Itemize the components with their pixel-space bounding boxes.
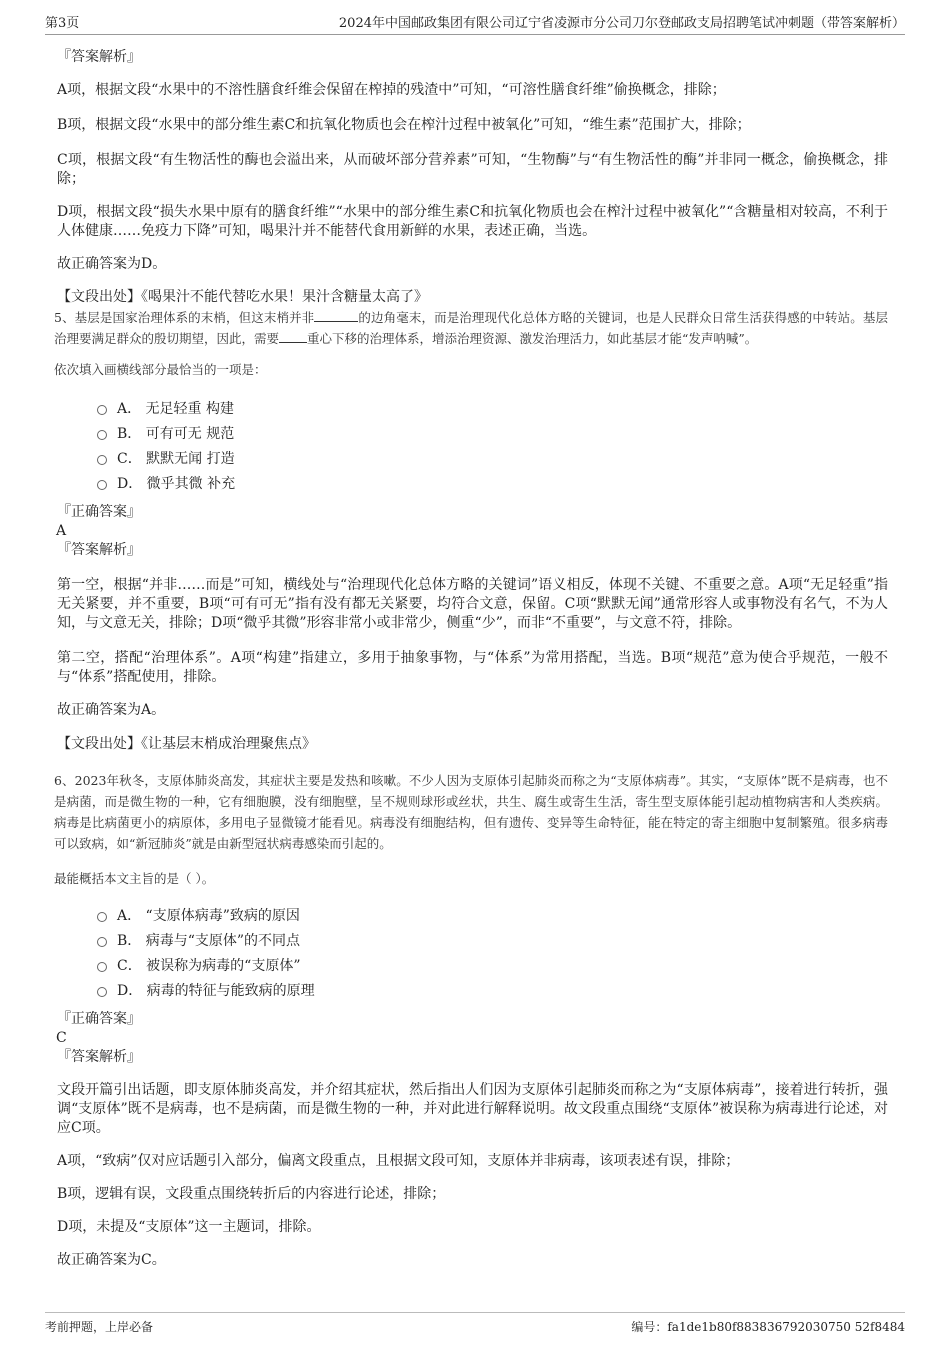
q5-text-part2: 的边角毫末，而是治理现代化总体方略的关键词，也是人民群众日常生活获得感的中转站。基层治理要满足群众的殷切期望，因此，需要 (54, 310, 888, 346)
radio-icon[interactable] (97, 937, 107, 947)
q4-source: 【文段出处】《喝果汁不能代替吃水果！果汁含糖量太高了》 (57, 289, 428, 305)
radio-icon[interactable] (97, 455, 107, 465)
radio-icon[interactable] (97, 405, 107, 415)
q6-analysis-label: 『答案解析』 (57, 1049, 141, 1065)
q6-analysis-d: D项，未提及“支原体”这一主题词，排除。 (57, 1219, 321, 1235)
q6-option-a[interactable]: A． “支原体病毒”致病的原因 (57, 902, 888, 927)
q5-question-text (54, 307, 888, 349)
q6-analysis-b: B项，逻辑有误，文段重点围绕转折后的内容进行论述，排除； (57, 1186, 446, 1202)
q5-source: 【文段出处】《让基层末梢成治理聚焦点》 (57, 736, 316, 752)
q5-text-part1: 5、基层是国家治理体系的末梢，但这末梢并非 (54, 310, 315, 325)
q5-analysis-blank1: 第一空，根据“并非……而是”可知，横线处与“治理现代化总体方略的关键词”语义相反，体现不关键、不重要之意。A项“无足轻重”指无关紧要，并不重要，B项“可有可无”指有没有都无关紧要，均符合文意，保留。C项“默默无闻”通常形容人或事物没有名气，不为人知，与文意无关，排除；D项“微乎其微”形容非常小或非常少，侧重“少”，而非“不重要”，与文意不符，排除。 (57, 577, 888, 631)
q5-blank-2 (279, 330, 307, 343)
document-title: 2024年中国邮政集团有限公司辽宁省凌源市分公司刀尔登邮政支局招聘笔试冲刺题（带答案解析） (338, 16, 905, 31)
q5-analysis-label: 『答案解析』 (57, 542, 141, 558)
page-header (45, 12, 905, 35)
q4-analysis-label: 『答案解析』 (57, 49, 141, 65)
radio-icon[interactable] (97, 962, 107, 972)
radio-icon[interactable] (97, 430, 107, 440)
q5-option-c[interactable]: C． 默默无闻 打造 (57, 445, 888, 470)
q5-blank-1 (314, 309, 358, 322)
page-content (54, 40, 888, 1270)
q6-correct-answer: C (56, 1030, 67, 1046)
radio-icon[interactable] (97, 912, 107, 922)
q4-analysis-b: B项，根据文段“水果中的部分维生素C和抗氧化物质也会在榨汁过程中被氧化”可知，“维生素”范围扩大，排除； (57, 117, 751, 133)
q5-correct-answer: A (56, 523, 67, 539)
q6-analysis-a: A项，“致病”仅对应话题引入部分，偏离文段重点，且根据文段可知，支原体并非病毒，该项表述有误，排除； (57, 1153, 740, 1169)
q5-text-part3: 重心下移的治理体系，增添治理资源、激发治理活力，如此基层才能“发声呐喊”。 (307, 331, 758, 346)
page-number: 第3页 (45, 16, 80, 31)
q5-answer-conclusion: 故正确答案为A。 (57, 702, 166, 718)
q6-option-c[interactable]: C． 被误称为病毒的“支原体” (57, 952, 888, 977)
q5-options (57, 395, 888, 495)
q5-prompt: 依次填入画横线部分最恰当的一项是： (54, 362, 267, 377)
q5-option-d[interactable]: D． 微乎其微 补充 (57, 470, 888, 495)
q6-options (57, 902, 888, 1002)
q6-question-text: 6、2023年秋冬，支原体肺炎高发，其症状主要是发热和咳嗽。不少人因为支原体引起肺炎而称之为“支原体病毒”。其实，“支原体”既不是病毒，也不是病菌，而是微生物的一种，它有细胞膜，没有细胞壁，呈不规则球形或丝状，共生、腐生或寄生生活，寄生型支原体能引起动植物病害和人类疾病。病毒是比病菌更小的病原体，多用电子显微镜才能看见。病毒没有细胞结构，但有遗传、变异等生命特征，能在特定的寄主细胞中复制繁殖。很多病毒可以致病，如“新冠肺炎”就是由新型冠状病毒感染而引起的。 (54, 773, 888, 851)
q5-correct-label: 『正确答案』 (57, 504, 141, 520)
page-footer (45, 1312, 905, 1337)
q6-answer-conclusion: 故正确答案为C。 (57, 1252, 166, 1268)
radio-icon[interactable] (97, 480, 107, 490)
q6-analysis-main: 文段开篇引出话题，即支原体肺炎高发，并介绍其症状，然后指出人们因为支原体引起肺炎而称之为“支原体病毒”，接着进行转折，强调“支原体”既不是病毒，也不是病菌，而是微生物的一种，并对此进行解释说明。故文段重点围绕“支原体”被误称为病毒进行论述，对应C项。 (57, 1082, 888, 1136)
footer-slogan: 考前押题，上岸必备 (45, 1319, 154, 1334)
q4-analysis-c: C项，根据文段“有生物活性的酶也会溢出来，从而破坏部分营养素”可知，“生物酶”与“有生物活性的酶”并非同一概念，偷换概念，排除； (57, 152, 888, 187)
q5-option-b[interactable]: B． 可有可无 规范 (57, 420, 888, 445)
q5-analysis-blank2: 第二空，搭配“治理体系”。A项“构建”指建立，多用于抽象事物，与“体系”为常用搭配，当选。B项“规范”意为使合乎规范，一般不与“体系”搭配使用，排除。 (57, 650, 888, 685)
q6-correct-label: 『正确答案』 (57, 1011, 141, 1027)
q5-option-a[interactable]: A． 无足轻重 构建 (57, 395, 888, 420)
q4-answer-conclusion: 故正确答案为D。 (57, 256, 167, 272)
document-id: 编号：fa1de1b80f883836792030750 52f8484 (631, 1319, 905, 1334)
q6-option-d[interactable]: D． 病毒的特征与能致病的原理 (57, 977, 888, 1002)
q6-option-b[interactable]: B． 病毒与“支原体”的不同点 (57, 927, 888, 952)
q4-analysis-d: D项，根据文段“损失水果中原有的膳食纤维”“水果中的部分维生素C和抗氧化物质也会在榨汁过程中被氧化”“含糖量相对较高，不利于人体健康……免疫力下降”可知，喝果汁并不能替代食用新鲜的水果，表述正确，当选。 (57, 204, 888, 239)
q6-prompt: 最能概括本文主旨的是（ ）。 (54, 871, 215, 886)
q4-analysis-a: A项，根据文段“水果中的不溶性膳食纤维会保留在榨掉的残渣中”可知，“可溶性膳食纤维”偷换概念，排除； (57, 82, 726, 98)
radio-icon[interactable] (97, 987, 107, 997)
